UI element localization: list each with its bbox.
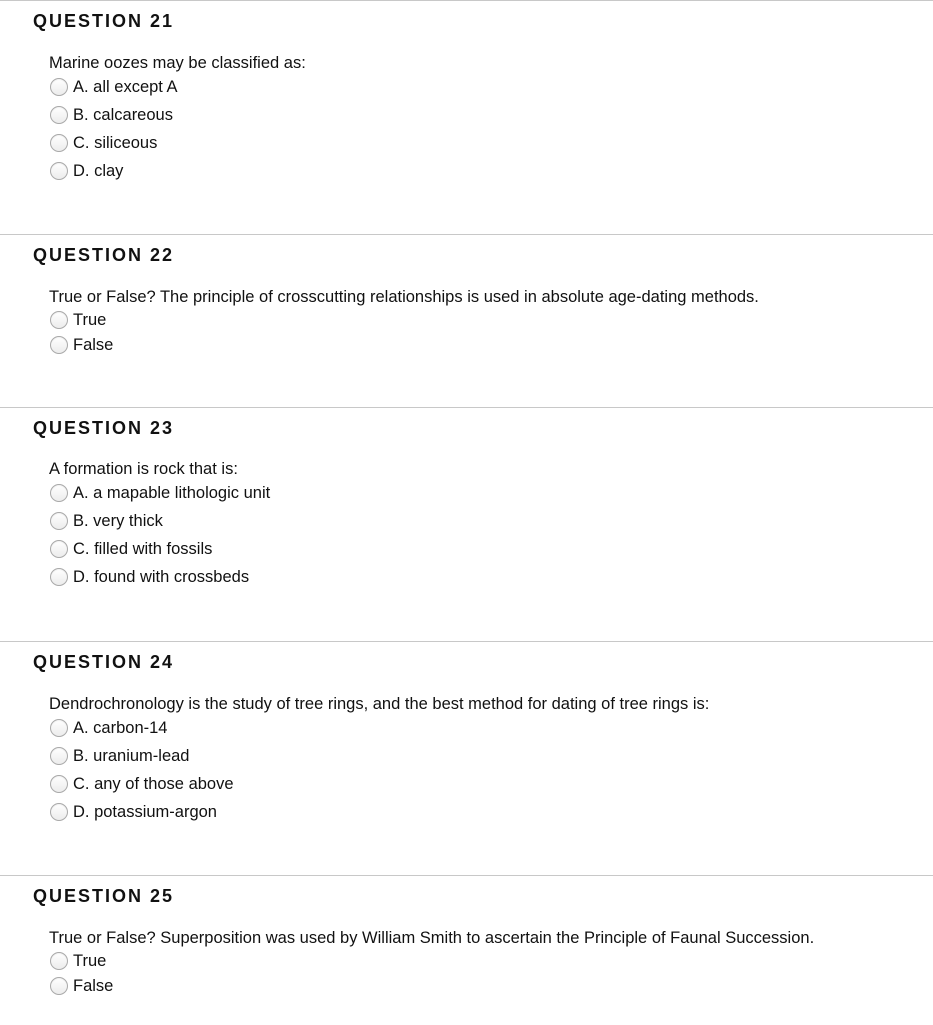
choice-label: False (73, 335, 114, 354)
choice-option[interactable] (50, 745, 189, 767)
radio-button[interactable] (50, 747, 68, 765)
question-23 (0, 407, 933, 642)
radio-button[interactable] (50, 106, 68, 124)
choice-option[interactable] (50, 801, 217, 823)
radio-button[interactable] (50, 134, 68, 152)
question-prompt: Marine oozes may be classified as: (49, 54, 306, 72)
question-heading: QUESTION 24 (33, 652, 175, 672)
question-heading: QUESTION 25 (33, 886, 175, 906)
radio-button[interactable] (50, 775, 68, 793)
choice-label: D. clay (73, 161, 124, 180)
radio-button[interactable] (50, 977, 68, 995)
choice-option[interactable] (50, 132, 157, 154)
question-prompt: True or False? Superposition was used by William Smith to ascertain the Principle of Faunal Succession. (49, 929, 815, 947)
choice-option[interactable] (50, 773, 234, 795)
radio-button[interactable] (50, 719, 68, 737)
radio-button[interactable] (50, 311, 68, 329)
choice-label: A. a mapable lithologic unit (73, 483, 271, 502)
question-heading: QUESTION 21 (33, 11, 175, 31)
choice-label: True (73, 310, 107, 329)
choice-label: D. found with crossbeds (73, 567, 250, 586)
radio-button[interactable] (50, 952, 68, 970)
choice-option[interactable] (50, 160, 123, 182)
radio-button[interactable] (50, 568, 68, 586)
question-prompt: A formation is rock that is: (49, 460, 238, 478)
choice-label: C. siliceous (73, 133, 158, 152)
radio-button[interactable] (50, 512, 68, 530)
choice-option[interactable] (50, 538, 212, 560)
radio-button[interactable] (50, 162, 68, 180)
choice-label: C. any of those above (73, 774, 234, 793)
choice-label: D. potassium-argon (73, 802, 217, 821)
choice-option[interactable] (50, 104, 173, 126)
choice-option[interactable] (50, 309, 106, 331)
choice-option[interactable] (50, 566, 249, 588)
radio-button[interactable] (50, 78, 68, 96)
choice-label: B. calcareous (73, 105, 173, 124)
choice-option[interactable] (50, 482, 270, 504)
choice-label: A. carbon-14 (73, 718, 168, 737)
choice-option[interactable] (50, 334, 113, 356)
radio-button[interactable] (50, 336, 68, 354)
choice-label: True (73, 951, 107, 970)
question-prompt: Dendrochronology is the study of tree rings, and the best method for dating of tree rings is: (49, 695, 710, 713)
choice-label: B. very thick (73, 511, 163, 530)
choice-label: A. all except A (73, 77, 178, 96)
question-21 (0, 0, 933, 235)
question-prompt: True or False? The principle of crosscutting relationships is used in absolute age-dating methods. (49, 288, 759, 306)
choice-label: C. filled with fossils (73, 539, 213, 558)
question-24 (0, 641, 933, 876)
question-heading: QUESTION 22 (33, 245, 175, 265)
radio-button[interactable] (50, 803, 68, 821)
choice-label: False (73, 976, 114, 995)
choice-option[interactable] (50, 975, 113, 997)
question-25 (0, 875, 933, 1025)
question-22 (0, 234, 933, 408)
choice-option[interactable] (50, 510, 163, 532)
choice-option[interactable] (50, 717, 167, 739)
choice-option[interactable] (50, 950, 106, 972)
choice-label: B. uranium-lead (73, 746, 190, 765)
choice-option[interactable] (50, 76, 178, 98)
radio-button[interactable] (50, 484, 68, 502)
question-heading: QUESTION 23 (33, 418, 175, 438)
radio-button[interactable] (50, 540, 68, 558)
